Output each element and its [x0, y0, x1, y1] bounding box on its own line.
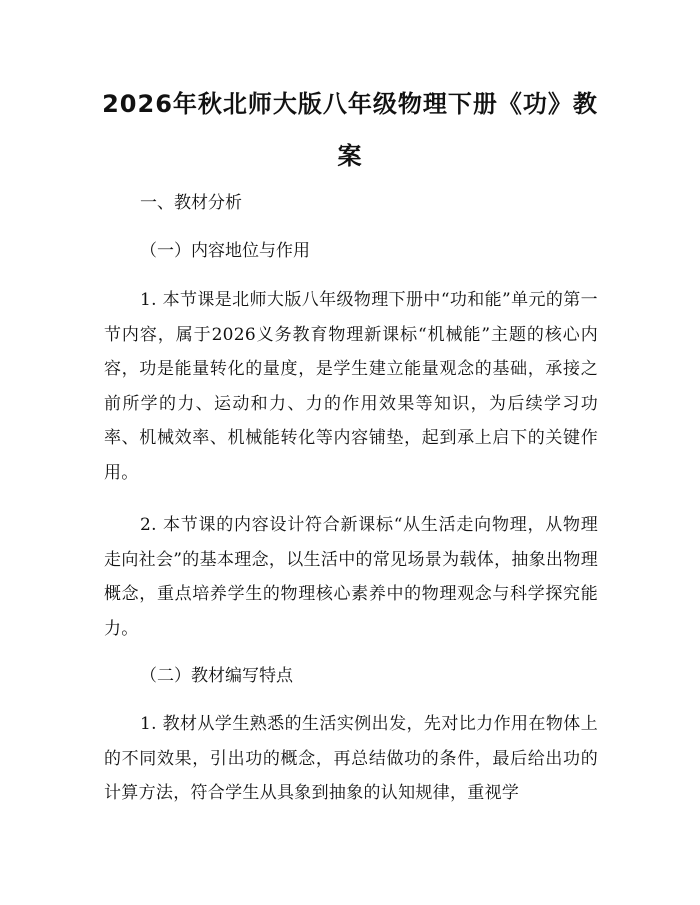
document-title: 2026年秋北师大版八年级物理下册《功》教案: [102, 90, 598, 170]
section-heading: 一、教材分析: [140, 193, 242, 213]
paragraph: 1. 教材从学生熟悉的生活实例出发，先对比力作用在物体上的不同效果，引出功的概念，再总结做功的条件，最后给出功的计算方法，符合学生从具象到抽象的认知规律，重视学: [104, 714, 598, 803]
subsection-heading: （二）教材编写特点: [140, 666, 293, 686]
paragraph: 2. 本节课的内容设计符合新课标“从生活走向物理，从物理走向社会”的基本理念，以生活中的常见场景为载体，抽象出物理概念，重点培养学生的物理核心素养中的物理观念与科学探究能力。: [104, 515, 598, 639]
paragraph: 1. 本节课是北师大版八年级物理下册中“功和能”单元的第一节内容，属于2026义务教育物理新课标“机械能”主题的核心内容，功是能量转化的量度，是学生建立能量观念的基础，承接之前所学的力、运动和力、力的作用效果等知识，为后续学习功率、机械效率、机械能转化等内容铺垫，起到承上启下的关键作用。: [104, 290, 598, 483]
subsection-heading: （一）内容地位与作用: [140, 241, 310, 261]
